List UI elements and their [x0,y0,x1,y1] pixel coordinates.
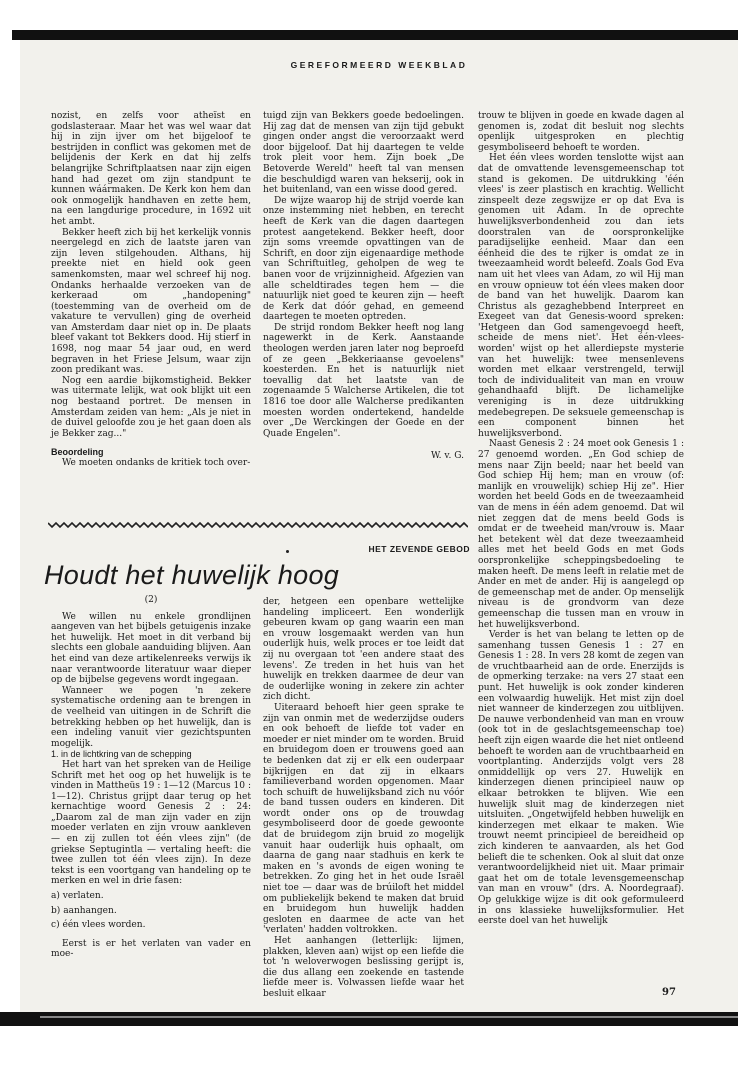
article-title: Houdt het huwelijk hoog [44,560,340,590]
paragraph: der, hetgeen een openbare wettelijke handeling impliceert. Een wonderlijk gebeuren kwam op gang waarin een man en vrouw losgemaakt werden van hun ouderlijk huis, welk proces er toe leidt dat zij nu overgaan tot 'een andere staat des levens'. Ze treden in het huis van het huwelijk en trekken daarmee de deur van de ouderlijke woning in zekere zin achter zich dicht. [263,597,464,703]
paragraph: trouw te blijven in goede en kwade dagen al genomen is, zodat dit besluit nog slechts openlijk uitgesproken en plechtig gesymboliseerd behoeft te worden. [478,111,684,153]
lower-column-2 [263,597,464,1000]
section-heading-beoordeling: Beoordeling [51,447,104,458]
upper-column-1 [51,111,251,469]
paragraph: tuigd zijn van Bekkers goede bedoelingen. Hij zag dat de mensen van zijn tijd gebukt gingen onder angst die veroorzaakt werd door bijgeloof. Dat hij daartegen te velde trok pleit voor hem. Zijn boek „De Betoverde Wereld" heeft tal van mensen die beschuldigd waren van hekserij, ook in het buitenland, van een wisse dood gered. [263,111,464,196]
paragraph: Wanneer we pogen 'n zekere systematische ordening aan te brengen in de veelheid van uitingen in de Schrift die betrekking hebben op het huwelijk, dan is een indeling vanuit vier gezichtspunten mogelijk. [51,685,251,749]
paragraph: Uiteraard behoeft hier geen sprake te zijn van onmin met de wederzijdse ouders en ook behoeft de liefde tot vader en moeder er niet minder om te worden. Bruid en bruidegom doen er trouwens goed aan te bedenken dat zij er elk een ouderpaar bijkrijgen en dat zij in elkaars familieverband worden opgenomen. Maar toch schuift de huwelijksband zich nu vóór de band tussen ouders en kinderen. Dit wordt onder ons op de trouwdag gesymboliseerd door de goede gewoonte dat de bruidegom zijn bruid zo mogelijk vanuit haar ouderlijk huis ophaalt, om daarna de gang naar stadhuis en kerk te maken en 's avonds de eigen woning te betrekken. Zo ging het in het oude Israël niet toe — daar was de brúiloft het middel om publiekelijk bekend te maken dat bruid en bruidegom hun huwelijk hadden gesloten en daarmee de acte van het 'verlaten' hadden voltrokken. [263,702,464,936]
paragraph: Het aanhangen (letterlijk: lijmen, plakken, kleven aan) wijst op een liefde die tot 'n weloverwogen beslissing gerijpt is, die dus allang een zoekende en tastende liefde meer is. Volwassen liefde waar het besluit elkaar [263,936,464,999]
paragraph: Naast Genesis 2 : 24 moet ook Genesis 1 : 27 genoemd worden. „En God schiep de mens naar Zijn beeld; naar het beeld van God schiep Hij hem; man en vrouw (of: manlijk en vrouwelijk) schiep Hij ze". Hier worden het beeld Gods en de tweezaamheid van de mens in één adem genoemd. Dat wil niet zeggen dat de mens beeld Gods is omdat er de tweeheid man/vrouw is. Maar het betekent wèl dat deze tweezaamheid alles met het beeld Gods en met Gods oorspronkelijke scheppingsbedoeling te maken heeft. De mens leeft in relatie met de Ander en met de ander. Hij is aangelegd op de gemeenschap met de ander. Op menselijk niveau is de grondvorm van deze gemeenschap die tussen man en vrouw in het huwelijksverbond. [478,439,684,630]
paragraph: Verder is het van belang te letten op de samenhang tussen Genesis 1 : 27 en Genesis 1 : 28. In vers 28 komt de zegen van de vruchtbaarheid aan de orde. Enerzijds is de opmerking terzake: na vers 27 staat een punt. Het huwelijk is ook zonder kinderen een volwaardig huwelijk. Het mist zijn doel niet wanneer de kinderzegen zou uitblijven. De nauwe verbondenheid van man en vrouw (ook tot in de geslachtsgemeenschap toe) heeft zijn eigen waarde die het niet ontleend behoeft te worden aan de vruchtbaarheid en voortplanting. Anderzijds volgt vers 28 onmiddellijk op vers 27. Huwelijk en kinderzegen dienen principieel nauw op elkaar betrokken te blijven. Wie een huwelijk sluit mag de kinderzegen niet uitsluiten. „Ongetwijfeld hebben huwelijk en kinderzegen met elkaar te maken. Wie trouwt neemt principieel de bereidheid op zich kinderen te aanvaarden, als het God belieft die te schenken. Ook al sluit dat onze verantwoordelijkheid niet uit. Maar primair gaat het om de totale levensgemeenschap van man en vrouw" (drs. A. Noordegraaf). Op gelukkige wijze is dit ook geformuleerd in ons klassieke huwelijksformulier. Het eerste doel van het huwelijk [478,630,684,927]
paragraph: We willen nu enkele grondlijnen aangeven van het bijbels getuigenis inzake het huwelijk. Het moet in dit verband bij slechts een globale aanduiding blijven. Aan het eind van deze artikelenreeks verwijs ik naar verantwoorde literatuur waar dieper op de bijbelse gegevens wordt ingegaan. [51,611,251,686]
bottom-black-border [0,1012,738,1026]
upper-column-2 [263,111,464,462]
paragraph: Nog een aardie bijkomstigheid. Bekker was uitermate lelijk, wat ook blijkt uit een nog bestaand portret. De mensen in Amsterdam zeiden van hem: „Als je niet in de duivel geloofde zou je het gaan doen als je Bekker zag..." [51,375,251,439]
right-column [478,111,684,927]
list-item: b) aanhangen. [51,905,117,916]
list-item: c) één vlees worden. [51,920,146,931]
part-number: (2) [144,595,158,605]
page-number: 97 [662,987,676,998]
paragraph: De strijd rondom Bekker heeft nog lang nagewerkt in de Kerk. Aanstaande theologen werden jaren later nog beproefd of ze geen „Bekkeriaanse gevoelens" koesterden. En het is natuurlijk niet toevallig dat het laatste van de zogenaamde 5 Walcherse Artikelen, die tot 1816 toe door alle Walcherse predikanten moesten worden ondertekend, handelde over „De Werckingen der Goede en der Quade Engelen". [263,322,464,439]
paragraph: Het één vlees worden tenslotte wijst aan dat de omvattende levensgemeenschap tot stand is gekomen. De uitdrukking 'één vlees' is zeer plastisch en krachtig. Wellicht zinspeelt deze zegswijze er op dat Eva is genomen uit Adam. In de oprechte huwelijksverbondenheid zou dan iets doorstralen van de oorspronkelijke paradijselijke eenheid. Maar dan een éénheid die des te rijker is omdat ze in tweezaamheid wordt beleefd. Zoals God Eva nam uit het vlees van Adam, zo wil Hij man en vrouw opnieuw tot één vlees maken door de band van het huwelijk. Daarom kan Christus als gezaghebbend Interpreet en Exegeet van dat Genesis-woord spreken: 'Hetgeen dan God samengevoegd heeft, scheide de mens niet'. Het één-vlees-worden' wijst op het allerdiepste mysterie van het huwelijk: twee mensenlevens worden met elkaar verstrengeld, terwijl toch de individualiteit van man en vrouw gehandhaafd blijft. De lichamelijke vereniging is in deze uitdrukking medebegrepen. De seksuele gemeenschap is een component binnen het huwelijksverbond. [478,153,684,439]
paragraph: De wijze waarop hij de strijd voerde kan onze instemming niet hebben, en terecht heeft de Kerk van die dagen daartegen protest aangetekend. Bekker heeft, door zijn soms vreemde opvattingen van de Schrift, en door zijn eigenaardige methode van Schriftuitleg, geholpen de weg te banen voor de vrijzinnigheid. Afgezien van alle scheldtirades tegen hem — die natuurlijk niet goed te keuren zijn — heeft de Kerk dat dóór gehad, en gemeend daartegen te moeten optreden. [263,195,464,323]
section-tag: HET ZEVENDE GEBOD [368,544,470,554]
paragraph: Bekker heeft zich bij het kerkelijk vonnis neergelegd en zich de laatste jaren van zijn leven stilgehouden. Althans, hij preekte niet en hield ook geen samenkomsten, maar wel schreef hij nog. Ondanks herhaalde verzoeken van de kerkeraad om „handopening" (toestemming van de overheid om de vakature te vervullen) ging de overheid van Amsterdam daar niet op in. De plaats bleef vakant tot Bekkers dood. Hij stierf in 1698, nog maar 54 jaar oud, en werd begraven in het Friese Jelsum, waar zijn zoon predikant was. [51,227,251,376]
numbered-subheading: 1. in de lichtkring van de schepping [51,749,192,760]
running-header: GEREFORMEERD WEEKBLAD [290,60,468,70]
bullet-dot [286,550,289,553]
lower-column-1 [51,595,251,960]
paragraph: Het hart van het spreken van de Heilige Schrift met het oog op het huwelijk is te vinden in Mattheüs 19 : 1—12 (Marcus 10 : 1—12). Christus grijpt daar terug op het kernachtige woord Genesis 2 : 24: „Daarom zal de man zijn vader en zijn moeder verlaten en zijn vrouw aankleven — en zij zullen tot één vlees zijn" (de griekse Septugintla — vertaling heeft: die twee zullen tot één vlees zijn). In deze tekst is een voortgang van handeling op te merken en wel in drie fasen: [51,759,251,887]
paragraph: We moeten ondanks de kritiek toch over- [62,458,251,468]
author-signature: W. v. G. [430,451,464,462]
paragraph: nozist, en zelfs voor atheïst en godslasteraar. Maar het was wel waar dat hij in zijn ijver om het bijgeloof te bestrijden in conflict was gekomen met de belijdenis der Kerk en dat hij zelfs belangrijke Schriftplaatsen naar zijn eigen hand had gezet om zijn standpunt te kunnen wáármaken. De Kerk kon hem dan ook onmogelijk handhaven en zette hem, na een langdurige procedure, in 1692 uit het ambt. [51,111,251,227]
paragraph: Eerst is er het verlaten van vader en moe- [51,938,251,960]
list-item: a) verlaten. [51,891,104,902]
zigzag-divider [48,521,468,529]
